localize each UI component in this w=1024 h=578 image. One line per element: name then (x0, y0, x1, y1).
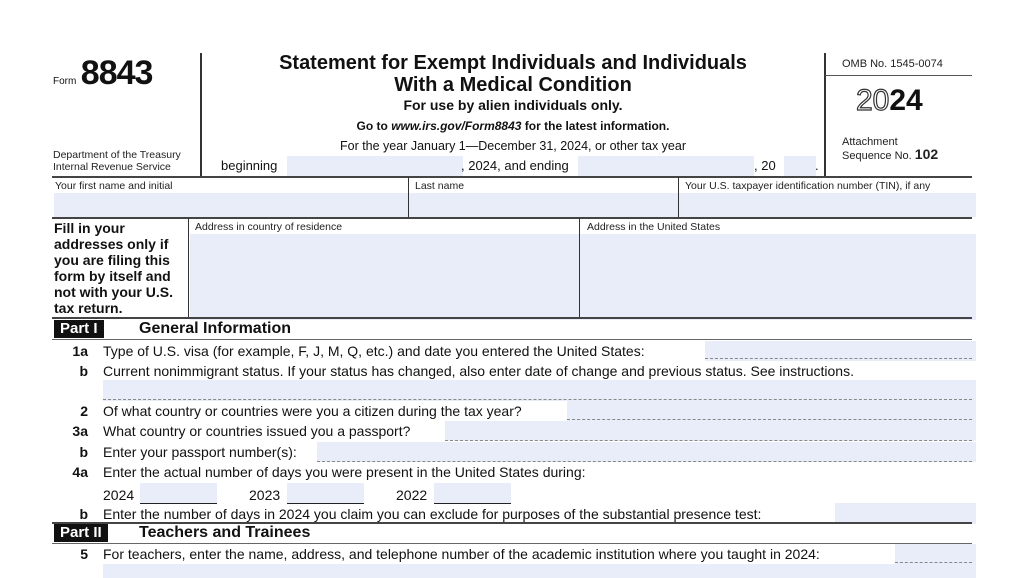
passport-number-field[interactable] (317, 442, 976, 462)
line-2-text: Of what country or countries were you a citizen during the tax year? (103, 403, 522, 419)
irs-link[interactable]: www.irs.gov/Form8843 (391, 119, 522, 133)
title-block (202, 52, 824, 153)
first-name-field[interactable] (54, 193, 412, 217)
days-2023-field[interactable] (287, 483, 364, 504)
and-ending-label: , 2024, and ending (461, 158, 569, 173)
part-1-title: General Information (139, 320, 292, 337)
period: . (815, 158, 819, 173)
divider (825, 75, 972, 76)
divider (579, 218, 580, 317)
academic-institution-field[interactable] (895, 544, 976, 564)
divider (445, 440, 972, 441)
form-number: 8843 (80, 54, 153, 92)
divider (895, 562, 972, 563)
line-number: 4a (72, 464, 88, 480)
line-number: b (79, 444, 88, 460)
residence-address-field[interactable] (190, 234, 582, 320)
days-2024-field[interactable] (140, 483, 217, 504)
year-label-2024: 2024 (103, 487, 135, 503)
tin-label: Your U.S. taxpayer identification number (TIN), if any (685, 180, 931, 192)
attachment-label: Attachment (842, 136, 898, 148)
line-number: 3a (72, 423, 88, 439)
part-2-badge: Part II (54, 524, 108, 542)
line-1a-text: Type of U.S. visa (for example, F, J, M, Q, etc.) and date you entered the United States: (103, 343, 645, 359)
first-name-label: Your first name and initial (55, 180, 173, 192)
part-2-title: Teachers and Trainees (139, 524, 311, 541)
line-3a-text: What country or countries issued you a passport? (103, 423, 411, 439)
nonimmigrant-status-field[interactable] (103, 380, 976, 401)
form-title-line2: With a Medical Condition (394, 74, 632, 96)
tin-field[interactable] (680, 193, 976, 217)
form-title-line1: Statement for Exempt Individuals and Individuals (279, 52, 747, 74)
line-number: 5 (80, 546, 88, 562)
tax-year-line: For the year January 1—December 31, 2024, or other tax year (339, 139, 686, 153)
divider (567, 419, 972, 420)
omb-number: OMB No. 1545-0074 (842, 58, 943, 70)
residence-address-label: Address in country of residence (195, 221, 343, 233)
divider (705, 358, 972, 359)
last-name-field[interactable] (410, 193, 682, 217)
tax-year (856, 84, 923, 118)
excluded-days-field[interactable] (835, 503, 976, 524)
tax-year-end-field[interactable] (578, 156, 754, 176)
us-address-field[interactable] (581, 234, 976, 320)
divider (317, 461, 972, 462)
line-number: 1a (72, 343, 88, 359)
passport-country-field[interactable] (445, 421, 976, 441)
dept-line-2: Internal Revenue Service (53, 161, 171, 173)
beginning-label: beginning (221, 158, 278, 173)
tax-year-end-year-field[interactable] (784, 156, 816, 176)
tax-year-outline: 20 (856, 84, 890, 117)
divider (408, 177, 409, 217)
tax-year-bold: 24 (889, 84, 923, 117)
us-address-label: Address in the United States (587, 221, 721, 233)
line-4a-text: Enter the actual number of days you were present in the United States during: (103, 464, 586, 480)
citizenship-field[interactable] (567, 401, 976, 421)
address-instruction: Fill in your addresses only if you are filing this form by itself and not with your U.S. tax return. (54, 220, 173, 316)
line-number: 2 (80, 403, 88, 419)
form-subtitle: For use by alien individuals only. (403, 97, 623, 113)
divider (52, 339, 972, 340)
divider (678, 177, 679, 217)
line-3b-text: Enter your passport number(s): (103, 444, 297, 460)
line-number: b (79, 363, 88, 379)
line-1b-text: Current nonimmigrant status. If your status has changed, also enter date of change and previous status. See instructions. (103, 363, 854, 379)
sequence-label: Sequence No. (842, 150, 912, 162)
line-4b-text: Enter the number of days in 2024 you claim you can exclude for purposes of the substantial presence test: (103, 506, 762, 522)
divider (52, 543, 972, 544)
line-number: b (79, 506, 88, 522)
dept-line-1: Department of the Treasury (53, 149, 181, 161)
days-2022-field[interactable] (434, 483, 511, 504)
part-1-badge: Part I (54, 320, 104, 338)
year-suffix-label: , 20 (754, 158, 776, 173)
sequence-number: 102 (914, 146, 939, 162)
department-label (53, 149, 181, 173)
divider (52, 317, 972, 319)
attachment-sequence (842, 136, 938, 162)
goto-line: Go to www.irs.gov/Form8843 for the latest information. (356, 119, 670, 133)
year-label-2022: 2022 (396, 487, 428, 503)
divider (824, 53, 826, 177)
divider (188, 218, 189, 317)
form-number-block (53, 54, 152, 93)
divider (103, 399, 972, 400)
form-prefix: Form (53, 76, 77, 87)
last-name-label: Last name (415, 180, 465, 192)
line-5-text: For teachers, enter the name, address, and telephone number of the academic institution where you taught in 2024: (103, 546, 820, 562)
year-label-2023: 2023 (249, 487, 281, 503)
divider (52, 217, 972, 219)
tax-year-begin-field[interactable] (287, 156, 463, 176)
divider (52, 176, 972, 178)
